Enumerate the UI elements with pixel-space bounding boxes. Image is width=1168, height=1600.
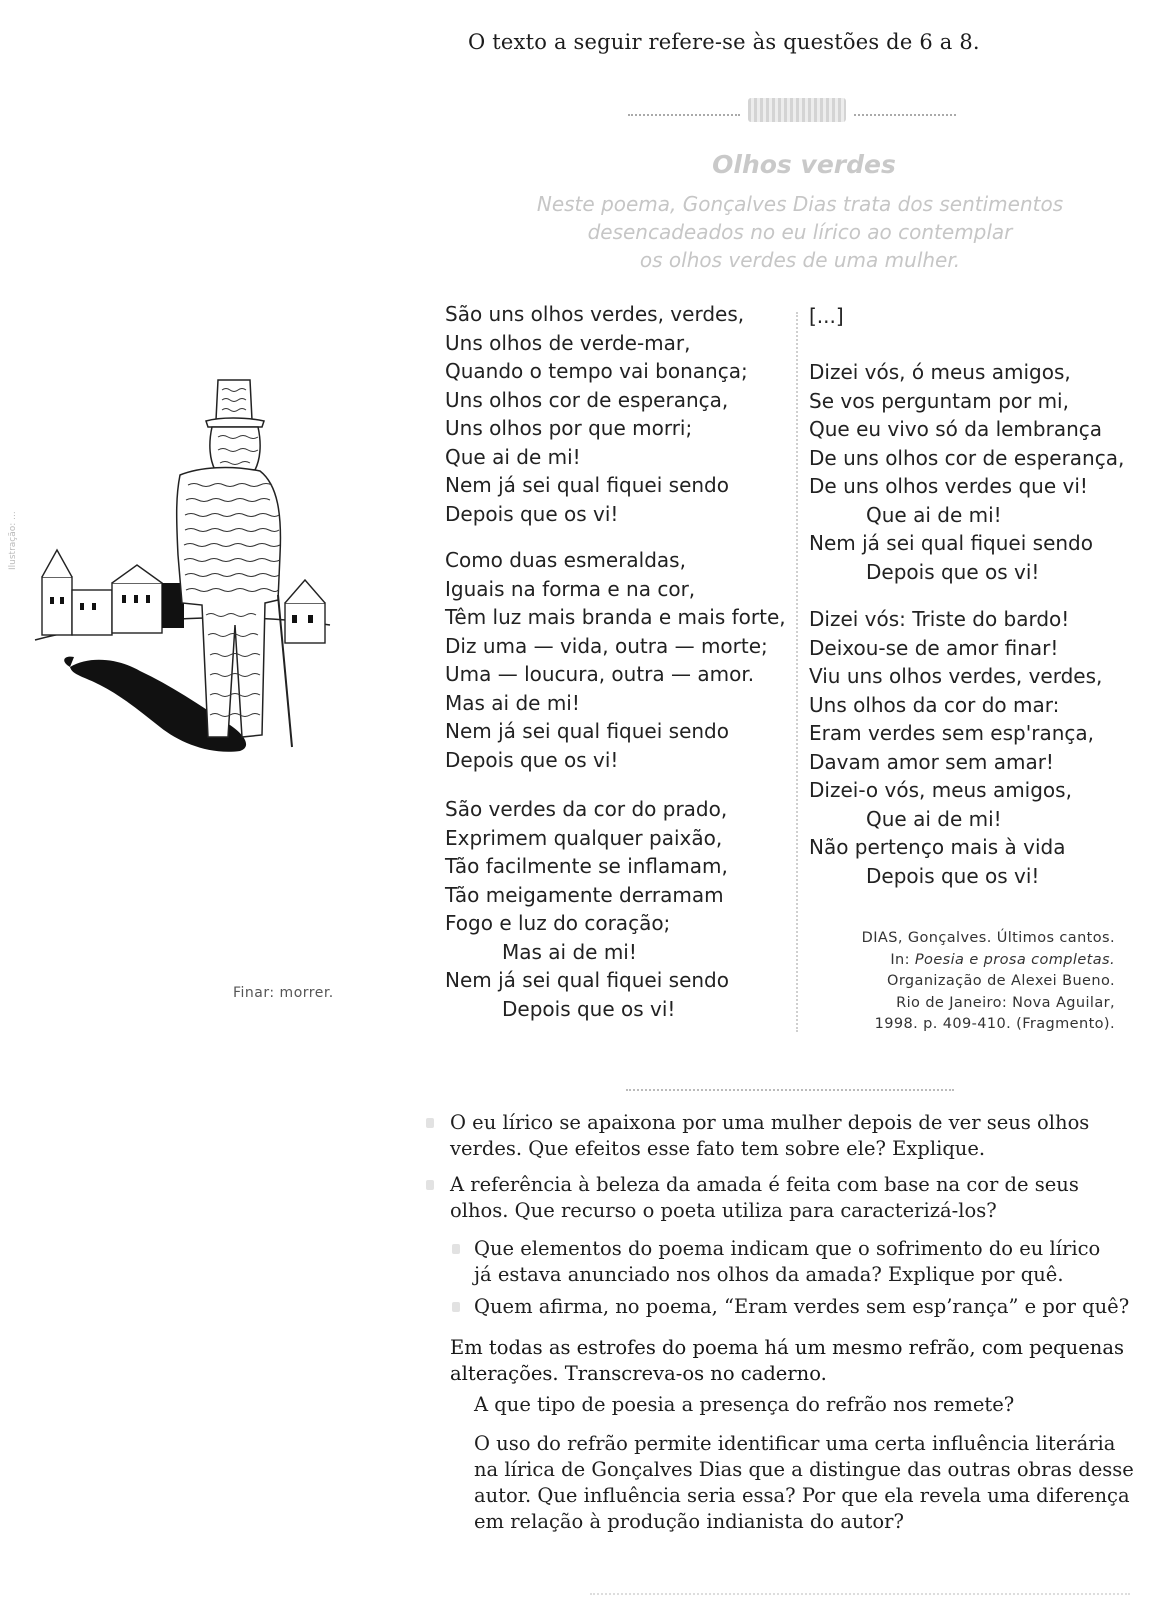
verse: Depois que os vi!: [445, 747, 619, 772]
question-8a: [474, 1392, 1014, 1418]
verse: Mas ai de mi!: [502, 939, 637, 964]
footer-divider: [590, 1593, 1130, 1595]
verse: Dizei vós, ó meus amigos,: [809, 360, 1071, 384]
section-divider: [626, 1089, 954, 1091]
question-line: em relação à produção indianista do autor?: [474, 1510, 904, 1533]
verse: Eram verdes sem esp'rança,: [809, 721, 1094, 745]
verse: Fogo e luz do coração;: [445, 911, 671, 935]
stanza-right-1: [809, 358, 1124, 586]
verse: Que ai de mi!: [445, 444, 581, 469]
question-6: [450, 1110, 1089, 1162]
question-line: alterações. Transcreva-os no caderno.: [450, 1362, 827, 1385]
subtitle-line: desencadeados no eu lírico ao contemplar: [587, 220, 1013, 244]
source-line: DIAS, Gonçalves. Últimos cantos.: [861, 930, 1115, 946]
verse: Nem já sei qual fiquei sendo: [445, 968, 729, 992]
stanza-right-ellipsis: [809, 302, 844, 331]
verse: De uns olhos verdes que vi!: [809, 474, 1088, 498]
source-line: Rio de Janeiro: Nova Aguilar,: [896, 994, 1115, 1011]
source-line: Organização de Alexei Bueno.: [887, 973, 1115, 989]
verse: Viu uns olhos verdes, verdes,: [809, 664, 1103, 688]
source-citation: [820, 928, 1115, 1036]
verse: Uns olhos de verde-mar,: [445, 330, 691, 355]
question-line: já estava anunciado nos olhos da amada? Explique por quê.: [474, 1263, 1064, 1286]
verse: Diz uma — vida, outra — morte;: [445, 633, 768, 658]
question-number-mark: [426, 1118, 434, 1128]
verse: Uns olhos da cor do mar:: [809, 692, 1060, 717]
verse: Tão facilmente se inflamam,: [445, 854, 728, 878]
question-line: Que elementos do poema indicam que o sofrimento do eu lírico: [474, 1237, 1101, 1260]
verse: Davam amor sem amar!: [809, 749, 1054, 774]
stanza-left-2: [445, 546, 786, 774]
verse: [...]: [809, 304, 844, 328]
verse: Nem já sei qual fiquei sendo: [809, 531, 1093, 555]
verse: Que ai de mi!: [866, 806, 1002, 831]
verse: Uma — loucura, outra — amor.: [445, 662, 755, 686]
verse: Iguais na forma e na cor,: [445, 576, 696, 601]
source-prefix: In:: [890, 951, 915, 968]
title-ornament: [628, 98, 956, 120]
question-line: olhos. Que recurso o poeta utiliza para caracterizá-los?: [450, 1199, 997, 1222]
question-line: verdes. Que efeitos esse fato tem sobre ele? Explique.: [450, 1137, 986, 1160]
poet-illustration: [30, 375, 350, 760]
verse: Deixou-se de amor finar!: [809, 635, 1059, 660]
question-line: na lírica de Gonçalves Dias que a distingue das outras obras desse: [474, 1458, 1134, 1481]
question-line: autor. Que influência seria essa? Por que ela revela uma diferença: [474, 1484, 1130, 1507]
verse: Exprimem qualquer paixão,: [445, 825, 723, 850]
verse: Depois que os vi!: [502, 996, 676, 1021]
illustration-credit: Ilustração: ...: [8, 511, 18, 570]
question-7a: [474, 1236, 1100, 1288]
verse: Dizei-o vós, meus amigos,: [809, 778, 1072, 802]
stanza-left-1: [445, 300, 748, 528]
glossary-note: Finar: morrer.: [233, 985, 334, 1001]
verse: Se vos perguntam por mi,: [809, 388, 1069, 413]
verse: Tão meigamente derramam: [445, 882, 724, 907]
question-7b: [474, 1294, 1129, 1320]
verse: Têm luz mais branda e mais forte,: [445, 605, 786, 629]
verse: Depois que os vi!: [445, 501, 619, 526]
question-letter-mark: [452, 1302, 460, 1312]
stanza-left-3: [445, 795, 729, 1023]
intro-text: O texto a seguir refere-se às questões de 6 a 8.: [468, 30, 980, 54]
poem-title: Olhos verdes: [712, 150, 896, 179]
question-number-mark: [426, 1180, 434, 1190]
verse: Que ai de mi!: [866, 502, 1002, 527]
verse: Nem já sei qual fiquei sendo: [445, 473, 729, 497]
verse: Como duas esmeraldas,: [445, 548, 686, 572]
source-book-title: Poesia e prosa completas.: [914, 951, 1115, 968]
question-line: O eu lírico se apaixona por uma mulher depois de ver seus olhos: [450, 1111, 1090, 1134]
question-8b: [474, 1431, 1134, 1535]
source-line: 1998. p. 409-410. (Fragmento).: [874, 1016, 1115, 1032]
source-line: [820, 950, 1115, 972]
question-8: [450, 1335, 1124, 1387]
question-line: Em todas as estrofes do poema há um mesmo refrão, com pequenas: [450, 1336, 1124, 1359]
verse: Nem já sei qual fiquei sendo: [445, 719, 729, 743]
column-divider: [796, 312, 798, 1032]
verse: Uns olhos cor de esperança,: [445, 387, 729, 412]
question-line: O uso do refrão permite identificar uma certa influência literária: [474, 1432, 1116, 1455]
question-letter-mark: [452, 1244, 460, 1254]
poem-subtitle: [500, 190, 1100, 274]
subtitle-line: Neste poema, Gonçalves Dias trata dos sentimentos: [536, 192, 1064, 216]
verse: Não pertenço mais à vida: [809, 835, 1066, 859]
question-7: [450, 1172, 1079, 1224]
stanza-right-2: [809, 605, 1102, 890]
verse: Mas ai de mi!: [445, 690, 580, 715]
verse: Dizei vós: Triste do bardo!: [809, 607, 1070, 631]
verse: Quando o tempo vai bonança;: [445, 359, 748, 383]
question-line: A que tipo de poesia a presença do refrão nos remete?: [474, 1393, 1015, 1416]
verse: Uns olhos por que morri;: [445, 416, 693, 440]
verse: Que eu vivo só da lembrança: [809, 417, 1103, 441]
verse: São verdes da cor do prado,: [445, 797, 728, 821]
verse: Depois que os vi!: [866, 863, 1040, 888]
verse: Depois que os vi!: [866, 559, 1040, 584]
verse: De uns olhos cor de esperança,: [809, 445, 1125, 470]
question-line: A referência à beleza da amada é feita com base na cor de seus: [450, 1173, 1079, 1196]
subtitle-line: os olhos verdes de uma mulher.: [639, 248, 961, 272]
question-line: Quem afirma, no poema, “Eram verdes sem esp’rança” e por quê?: [474, 1295, 1130, 1318]
verse: São uns olhos verdes, verdes,: [445, 302, 745, 326]
